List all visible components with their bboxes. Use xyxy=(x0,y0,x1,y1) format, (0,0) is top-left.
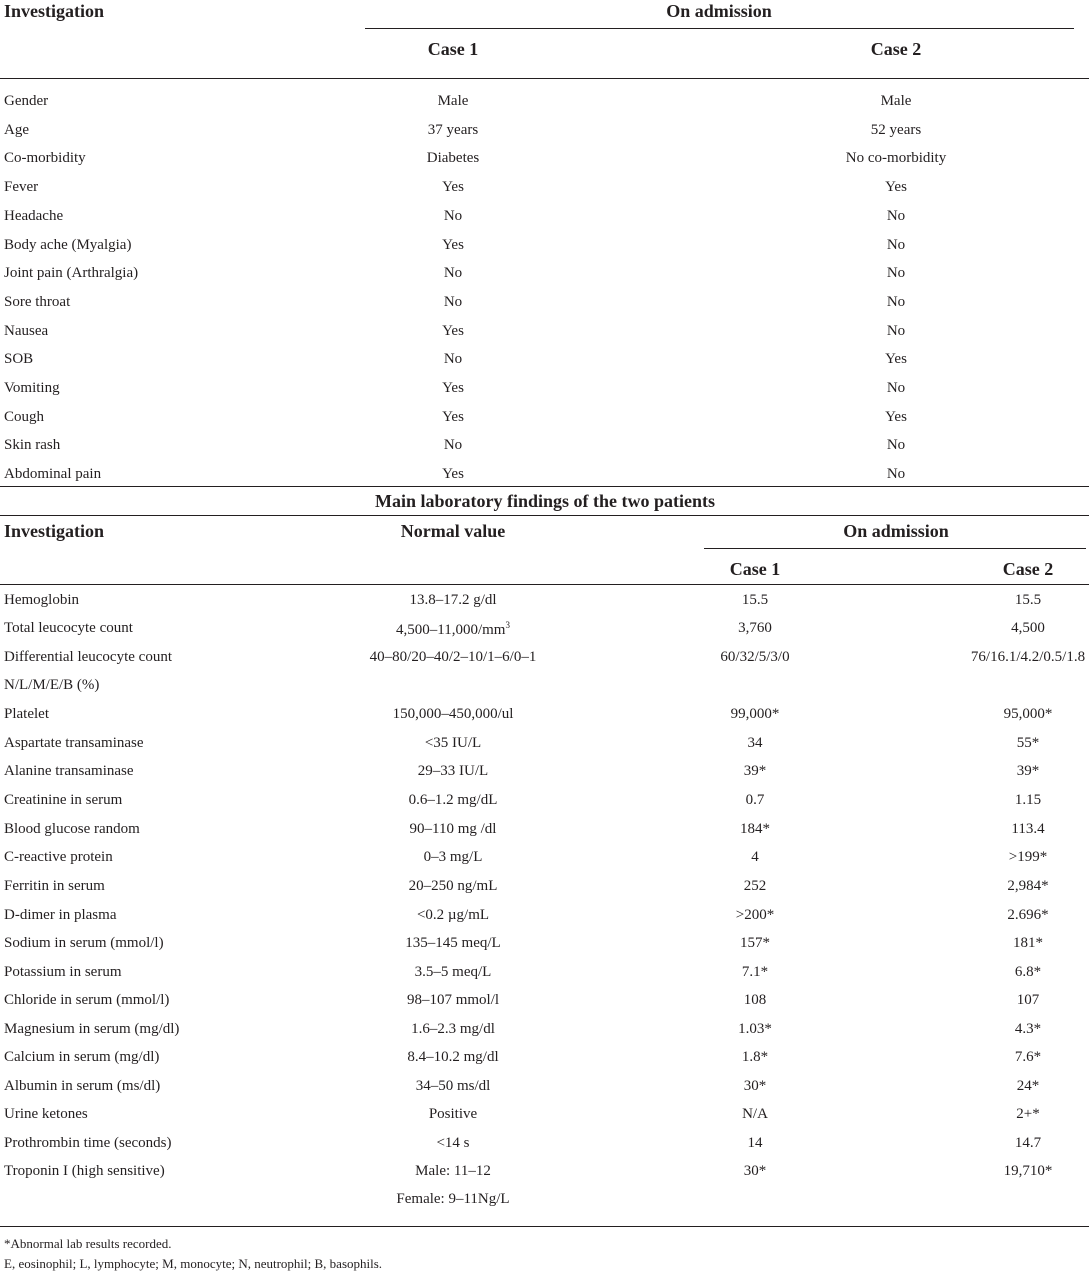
case-1-value: 15.5 xyxy=(741,592,769,608)
normal-value: 1.6–2.3 mg/dl xyxy=(411,1021,495,1037)
row-label: C-reactive protein xyxy=(4,849,113,865)
case-2-value: 76/16.1/4.2/0.5/1.8 xyxy=(970,649,1086,665)
footnote-abnormal: *Abnormal lab results recorded. xyxy=(4,1236,172,1251)
row-label: Body ache (Myalgia) xyxy=(4,237,132,253)
case-1-value: 14 xyxy=(747,1135,763,1151)
case-1-value: No xyxy=(443,294,463,310)
case-2-value: 1.15 xyxy=(1014,792,1042,808)
case-2-value: No xyxy=(886,323,906,339)
row-label: Hemoglobin xyxy=(4,592,79,608)
case-2-value: No xyxy=(886,208,906,224)
normal-value: <0.2 µg/mL xyxy=(416,907,490,923)
case-2-value: 15.5 xyxy=(1014,592,1042,608)
footnote-abbreviations: E, eosinophil; L, lymphocyte; M, monocyte; N, neutrophil; B, basophils. xyxy=(4,1256,383,1271)
row-label: Nausea xyxy=(4,323,49,339)
case-1-value: 108 xyxy=(743,992,767,1008)
case-2-value: No xyxy=(886,237,906,253)
case-2-value: 7.6* xyxy=(1014,1049,1042,1065)
case-2-value: Yes xyxy=(885,179,907,195)
row-label-line-2: N/L/M/E/B (%) xyxy=(4,677,100,693)
case-2-value: 4.3* xyxy=(1014,1021,1042,1037)
row-label: Sore throat xyxy=(4,294,71,310)
row-label: Creatinine in serum xyxy=(4,792,123,808)
normal-value: 3.5–5 meq/L xyxy=(414,964,492,980)
normal-value: 150,000–450,000/ul xyxy=(392,706,514,722)
case-1-value: 30* xyxy=(743,1163,767,1179)
case-1-value: Yes xyxy=(442,323,464,339)
case-2-value: No xyxy=(886,466,906,482)
header-investigation: Investigation xyxy=(4,1,105,21)
case-1-value: 252 xyxy=(743,878,767,894)
case-2-value: 4,500 xyxy=(1011,620,1045,636)
normal-value: 0.6–1.2 mg/dL xyxy=(408,792,498,808)
header-investigation: Investigation xyxy=(4,521,105,541)
case-2-value: No xyxy=(886,294,906,310)
case-2-value: 14.7 xyxy=(1014,1135,1042,1151)
table-bottom-rule xyxy=(0,1226,1089,1227)
row-label: Sodium in serum (mmol/l) xyxy=(4,935,164,951)
row-label: Headache xyxy=(4,208,64,224)
subheader-rule xyxy=(365,28,1074,29)
row-label: Total leucocyte count xyxy=(4,620,133,636)
case-2-value: No xyxy=(886,265,906,281)
row-label: SOB xyxy=(4,351,34,367)
row-label: Aspartate transaminase xyxy=(4,735,144,751)
normal-value: 13.8–17.2 g/dl xyxy=(409,592,497,608)
normal-value: 0–3 mg/L xyxy=(423,849,483,865)
header-case-1: Case 1 xyxy=(427,39,479,59)
case-1-value: N/A xyxy=(742,1106,768,1122)
case-2-value: No xyxy=(886,380,906,396)
row-label: Fever xyxy=(4,179,39,195)
case-2-value: 113.4 xyxy=(1011,821,1045,837)
case-1-value: 7.1* xyxy=(741,964,769,980)
header-on-admission: On admission xyxy=(843,521,949,541)
normal-value: 90–110 mg /dl xyxy=(409,821,497,837)
row-label: Cough xyxy=(4,409,45,425)
case-2-value: Male xyxy=(880,93,912,109)
case-2-value: 19,710* xyxy=(1003,1163,1053,1179)
row-label: Prothrombin time (seconds) xyxy=(4,1135,172,1151)
case-2-value: 55* xyxy=(1016,735,1040,751)
row-label: Blood glucose random xyxy=(4,821,140,837)
case-1-value: No xyxy=(443,265,463,281)
case-1-value: 184* xyxy=(740,821,770,837)
row-label: Platelet xyxy=(4,706,49,722)
case-1-value: Diabetes xyxy=(426,150,480,166)
case-1-value: No xyxy=(443,208,463,224)
normal-value: 40–80/20–40/2–10/1–6/0–1 xyxy=(369,649,537,665)
subheader-rule xyxy=(704,548,1086,549)
case-2-value: Yes xyxy=(885,409,907,425)
row-label: Alanine transaminase xyxy=(4,763,134,779)
case-2-value: 2,984* xyxy=(1007,878,1049,894)
case-2-value: 24* xyxy=(1016,1078,1040,1094)
row-label: Gender xyxy=(4,93,49,109)
row-label: Abdominal pain xyxy=(4,466,102,482)
case-1-value: Yes xyxy=(442,409,464,425)
normal-value-line-2: Female: 9–11Ng/L xyxy=(396,1191,510,1207)
case-1-value: 1.8* xyxy=(741,1049,769,1065)
case-1-value: 34 xyxy=(747,735,763,751)
case-1-value: Yes xyxy=(442,237,464,253)
case-1-value: Male xyxy=(437,93,469,109)
case-1-value: >200* xyxy=(735,907,775,923)
table-title: Main laboratory findings of the two patients xyxy=(374,491,716,511)
superscript: 3 xyxy=(505,620,510,630)
case-2-value: 107 xyxy=(1016,992,1040,1008)
case-2-value: 95,000* xyxy=(1003,706,1053,722)
header-case-1: Case 1 xyxy=(729,559,781,579)
case-2-value: 39* xyxy=(1016,763,1040,779)
case-1-value: 30* xyxy=(743,1078,767,1094)
normal-value: Positive xyxy=(428,1106,478,1122)
row-label: Calcium in serum (mg/dl) xyxy=(4,1049,160,1065)
case-1-value: Yes xyxy=(442,179,464,195)
case-2-value: 2+* xyxy=(1016,1106,1040,1122)
row-label: Age xyxy=(4,122,29,138)
case-2-value: Yes xyxy=(885,351,907,367)
row-label: Differential leucocyte count xyxy=(4,649,172,665)
case-1-value: 60/32/5/3/0 xyxy=(720,649,790,665)
row-label: Joint pain (Arthralgia) xyxy=(4,265,139,281)
normal-value: 29–33 IU/L xyxy=(417,763,489,779)
case-2-value: 52 years xyxy=(870,122,922,138)
normal-value: 20–250 ng/mL xyxy=(408,878,498,894)
normal-value: Male: 11–12 xyxy=(415,1163,491,1179)
case-1-value: Yes xyxy=(442,466,464,482)
normal-value: 8.4–10.2 mg/dl xyxy=(407,1049,499,1065)
row-label: Urine ketones xyxy=(4,1106,88,1122)
case-2-value: 6.8* xyxy=(1014,964,1042,980)
normal-value: 135–145 meq/L xyxy=(405,935,501,951)
row-label: Chloride in serum (mmol/l) xyxy=(4,992,170,1008)
header-rule xyxy=(0,78,1089,79)
row-label: D-dimer in plasma xyxy=(4,907,117,923)
header-case-2: Case 2 xyxy=(1002,559,1054,579)
case-2-value: 2.696* xyxy=(1007,907,1049,923)
case-1-value: 39* xyxy=(743,763,767,779)
normal-value: 34–50 ms/dl xyxy=(415,1078,491,1094)
row-label: Magnesium in serum (mg/dl) xyxy=(4,1021,180,1037)
case-1-value: No xyxy=(443,437,463,453)
case-1-value: 1.03* xyxy=(738,1021,772,1037)
row-label: Ferritin in serum xyxy=(4,878,105,894)
case-1-value: Yes xyxy=(442,380,464,396)
case-1-value: 0.7 xyxy=(745,792,765,808)
header-on-admission: On admission xyxy=(666,1,772,21)
case-1-value: No xyxy=(443,351,463,367)
row-label: Co-morbidity xyxy=(4,150,86,166)
header-case-2: Case 2 xyxy=(870,39,922,59)
case-2-value: 181* xyxy=(1013,935,1043,951)
case-1-value: 157* xyxy=(740,935,770,951)
normal-value: $4,500-11,000/mm^3$ xyxy=(396,620,510,638)
header-rule xyxy=(0,584,1089,585)
table-divider xyxy=(0,486,1089,487)
row-label: Albumin in serum (ms/dl) xyxy=(4,1078,161,1094)
case-1-value: 99,000* xyxy=(730,706,780,722)
case-2-value: No xyxy=(886,437,906,453)
row-label: Potassium in serum xyxy=(4,964,122,980)
normal-value: 98–107 mmol/l xyxy=(406,992,500,1008)
case-1-value: 37 years xyxy=(427,122,479,138)
case-2-value: >199* xyxy=(1008,849,1048,865)
header-normal-value: Normal value xyxy=(400,521,506,541)
normal-value: <35 IU/L xyxy=(424,735,482,751)
normal-value: <14 s xyxy=(436,1135,470,1151)
row-label: Skin rash xyxy=(4,437,61,453)
row-label: Vomiting xyxy=(4,380,60,396)
title-rule xyxy=(0,515,1089,516)
case-2-value: No co-morbidity xyxy=(845,150,947,166)
case-1-value: 4 xyxy=(751,849,759,865)
row-label: Troponin I (high sensitive) xyxy=(4,1163,165,1179)
case-1-value: 3,760 xyxy=(738,620,772,636)
